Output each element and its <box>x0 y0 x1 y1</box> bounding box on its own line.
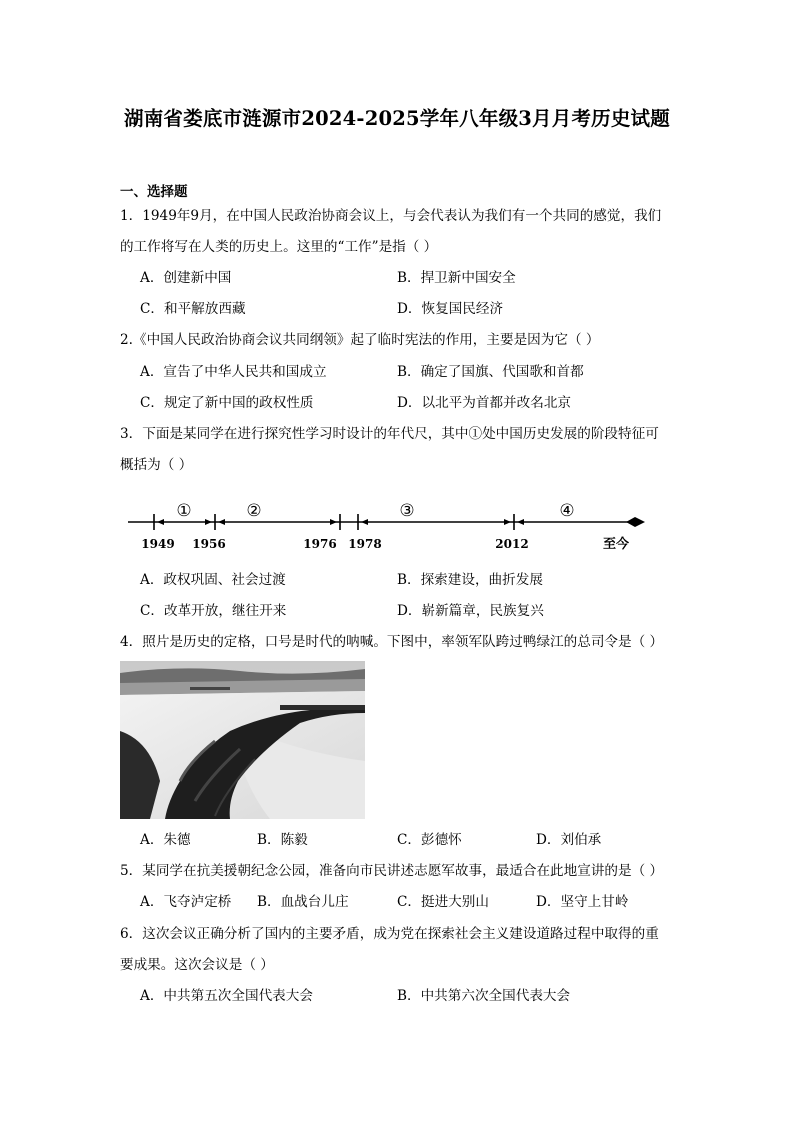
segment-3-right-arrow <box>504 519 511 525</box>
q3-option-a: A．政权巩固、社会过渡 <box>140 572 286 588</box>
q1-stem-line2: 的工作将写在人类的历史上。这里的“工作”是指（ ） <box>120 239 438 255</box>
q3-stem-line2: 概括为（ ） <box>120 457 193 473</box>
q3-option-c: C．改革开放，继往开来 <box>140 603 287 619</box>
year-label-1956: 1956 <box>192 537 226 551</box>
timeline-end-arrow <box>626 517 645 527</box>
q6-option-a: A．中共第五次全国代表大会 <box>140 988 313 1004</box>
q2-stem-line1: 2.《中国人民政治协商会议共同纲领》起了临时宪法的作用，主要是因为它（ ） <box>120 332 600 348</box>
page-title: 湖南省娄底市涟源市2024-2025学年八年级3月月考历史试题 <box>124 107 670 130</box>
q1-option-b: B．捍卫新中国安全 <box>397 270 516 286</box>
q5-option-a: A．飞夺泸定桥 <box>140 894 232 910</box>
q5-option-c: C．挺进大别山 <box>397 894 489 910</box>
q3-stem-line1: 3．下面是某同学在进行探究性学习时设计的年代尺，其中①处中国历史发展的阶段特征可 <box>120 426 659 442</box>
q1-stem-line1: 1．1949年9月，在中国人民政治协商会议上，与会代表认为我们有一个共同的感觉，我们 <box>120 208 662 224</box>
q5-option-b: B．血战台儿庄 <box>257 894 349 910</box>
segment-4-left-arrow <box>517 519 524 525</box>
q3-option-d: D．崭新篇章，民族复兴 <box>397 603 544 619</box>
segment-2-left-arrow <box>218 519 225 525</box>
q6-stem-line1: 6．这次会议正确分析了国内的主要矛盾，成为党在探索社会主义建设道路过程中取得的重 <box>120 926 659 942</box>
troops-crossing-photo <box>120 661 365 819</box>
q3-option-b: B．探索建设，曲折发展 <box>397 572 543 588</box>
q4-stem-line1: 4．照片是历史的定格，口号是时代的呐喊。下图中，率领军队跨过鸭绿江的总司令是（ ） <box>120 634 664 650</box>
marker-2: ② <box>246 501 262 521</box>
photo-icon <box>120 661 365 819</box>
marker-1: ① <box>176 501 192 521</box>
q2-option-b: B．确定了国旗、代国歌和首都 <box>397 364 584 380</box>
year-label-1949: 1949 <box>141 537 175 551</box>
segment-3-left-arrow <box>361 519 368 525</box>
year-label-1978: 1978 <box>348 537 382 551</box>
q1-option-c: C．和平解放西藏 <box>140 301 246 317</box>
q1-option-a: A．创建新中国 <box>140 270 232 286</box>
q5-stem-line1: 5．某同学在抗美援朝纪念公园，准备向市民讲述志愿军故事，最适合在此地宣讲的是（ ） <box>120 863 664 879</box>
year-label-2012: 2012 <box>495 537 529 551</box>
q5-option-d: D．坚守上甘岭 <box>536 894 629 910</box>
q2-option-a: A．宣告了中华人民共和国成立 <box>140 364 327 380</box>
segment-1-left-arrow <box>157 519 164 525</box>
q4-option-b: B．陈毅 <box>257 832 308 848</box>
timeline-ruler <box>120 492 650 562</box>
marker-3: ③ <box>399 501 415 521</box>
q1-option-d: D．恢复国民经济 <box>397 301 504 317</box>
q6-stem-line2: 要成果。这次会议是（ ） <box>120 957 274 973</box>
q4-option-c: C．彭德怀 <box>397 832 462 848</box>
q4-option-a: A．朱德 <box>140 832 191 848</box>
segment-2-right-arrow <box>330 519 337 525</box>
year-label-1976: 1976 <box>303 537 337 551</box>
segment-1-right-arrow <box>205 519 212 525</box>
marker-4: ④ <box>559 501 575 521</box>
q2-option-d: D．以北平为首都并改名北京 <box>397 395 572 411</box>
year-label-present: 至今 <box>602 537 630 552</box>
section-heading: 一、选择题 <box>120 184 188 200</box>
q2-option-c: C．规定了新中国的政权性质 <box>140 395 314 411</box>
q6-option-b: B．中共第六次全国代表大会 <box>397 988 571 1004</box>
q4-option-d: D．刘伯承 <box>536 832 602 848</box>
